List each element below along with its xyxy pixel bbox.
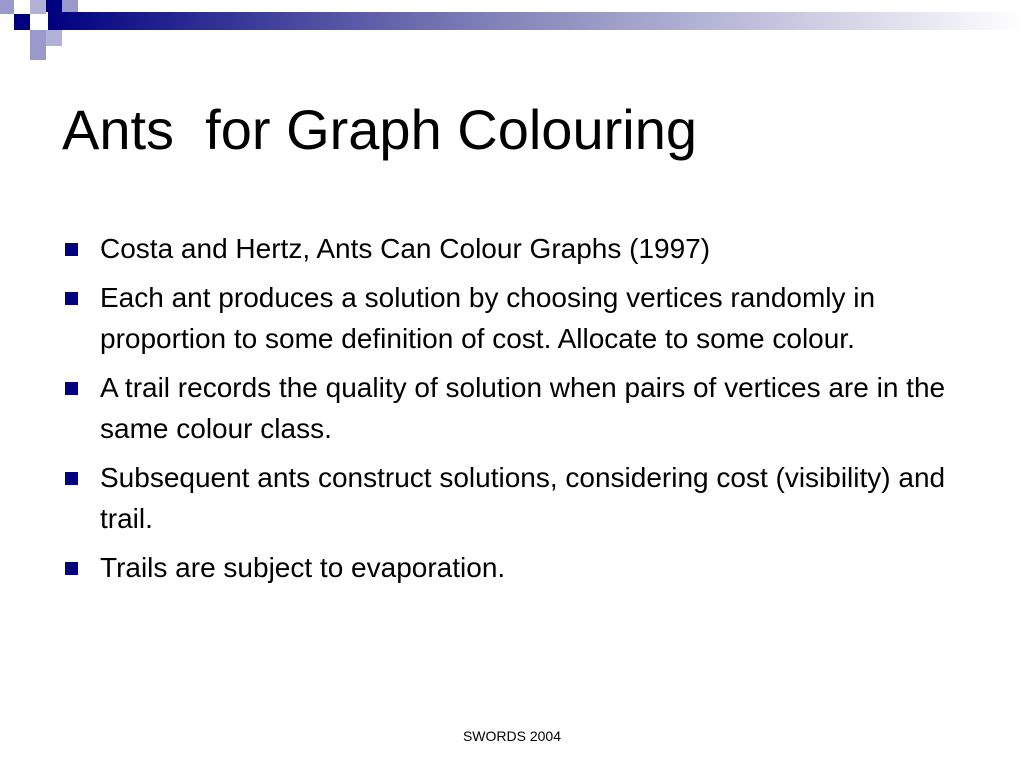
square-bullet-icon — [65, 472, 78, 485]
bullet-item — [62, 547, 962, 588]
header-decoration — [0, 0, 1024, 62]
bullet-text: Trails are subject to evaporation. — [100, 552, 506, 583]
slide-title: Ants for Graph Colouring — [62, 98, 697, 161]
bullet-item — [62, 228, 962, 269]
square-bullet-icon — [65, 382, 78, 395]
bullet-item — [62, 367, 962, 449]
bullet-list — [62, 228, 962, 596]
square-bullet-icon — [65, 562, 78, 575]
checker-pattern-decoration — [0, 0, 1024, 62]
bullet-text: Subsequent ants construct solutions, considering cost (visibility) and trail. — [100, 462, 946, 534]
slide-footer: SWORDS 2004 — [462, 728, 562, 744]
bullet-text: Costa and Hertz, Ants Can Colour Graphs (1997) — [100, 233, 711, 264]
square-bullet-icon — [65, 292, 78, 305]
bullet-text: Each ant produces a solution by choosing vertices randomly in proportion to some definition of cost. Allocate to some colour. — [100, 282, 876, 354]
square-bullet-icon — [65, 243, 78, 256]
bullet-item — [62, 277, 962, 359]
bullet-item — [62, 457, 962, 539]
bullet-text: A trail records the quality of solution when pairs of vertices are in the same colour class. — [100, 372, 946, 444]
